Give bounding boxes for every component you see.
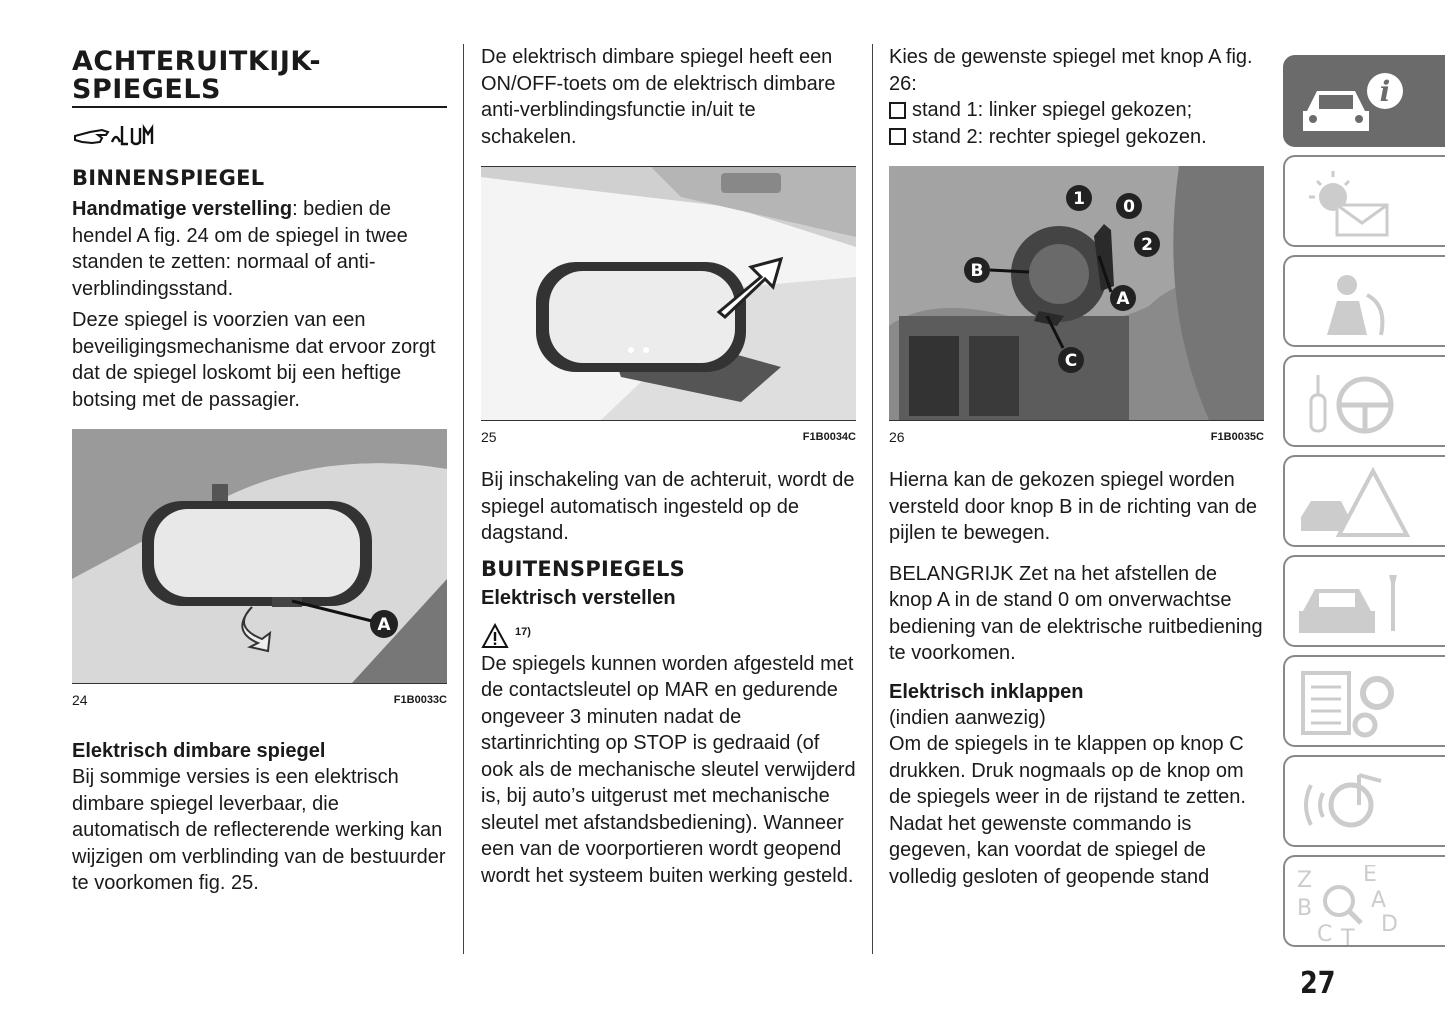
tab-multimedia[interactable] <box>1283 755 1445 847</box>
fold-title: Elektrisch inklappen <box>889 680 1084 703</box>
figure-24 <box>72 429 447 684</box>
warning-reference: 17) <box>515 625 531 638</box>
dimming-mirror-paragraph: Bij sommige versies is een elektrisch dimbare spiegel leverbaar, die automatisch de reflecterende werking kan wijzigen om verblinding van de bestuurder te voorkomen fig. 25. <box>72 766 446 894</box>
warning-note <box>481 621 856 651</box>
key-steering-wheel-icon <box>1297 365 1417 441</box>
fold-paragraph: Om de spiegels in te klappen op knop C drukken. Druk nogmaals op de knop om de spiegels weer in de rijstand te zetten. Nadat het gewenste commando is gegeven, kan voordat de spiegel de volledig gesloten of geopende stand <box>889 733 1246 888</box>
figure-label: 0 <box>1123 197 1135 217</box>
svg-text:D: D <box>1381 912 1398 937</box>
figure-label: A <box>1116 289 1130 309</box>
svg-text:T: T <box>1341 926 1355 945</box>
electric-adjust-title: Elektrisch verstellen <box>481 586 676 609</box>
column-divider <box>872 44 873 954</box>
figure-code: F1B0033C <box>393 694 447 706</box>
figure-label: 1 <box>1073 189 1085 209</box>
mirror-control-switch-photo <box>889 166 1264 420</box>
index-search-icon <box>1297 865 1417 945</box>
subsection-title: BINNENSPIEGEL <box>72 166 265 190</box>
manual-adjust-paragraph: Handmatige verstelling: bedien de hendel A fig. 24 om de spiegel in twee standen te zetten: normaal of anti-verblindingsstand. <box>72 198 408 300</box>
hand-pointing-icon <box>72 118 162 152</box>
reverse-paragraph: Bij inschakeling van de achteruit, wordt de spiegel automatisch ingesteld op de dagstand. <box>481 469 855 544</box>
select-paragraph: Kies de gewenste spiegel met knop A fig. 26: <box>889 46 1253 95</box>
figure-code: F1B0034C <box>802 431 856 443</box>
figure-number: 24 <box>72 692 88 708</box>
figure-26 <box>889 166 1264 421</box>
column-1 <box>72 44 447 897</box>
figure-caption <box>481 429 856 445</box>
figure-label: 2 <box>1141 235 1153 255</box>
svg-text:i: i <box>1379 75 1391 108</box>
tab-maintenance[interactable] <box>1283 555 1445 647</box>
warning-triangle-icon <box>481 623 509 649</box>
column-3 <box>889 44 1264 890</box>
tab-emergency[interactable] <box>1283 455 1445 547</box>
figure-label: C <box>1064 351 1078 371</box>
page-number: 27 <box>1300 966 1336 1001</box>
figure-caption <box>889 429 1264 445</box>
dimming-mirror-illustration <box>481 167 856 420</box>
section-title: ACHTERUITKIJK- SPIEGELS <box>72 48 447 108</box>
car-info-icon <box>1297 65 1417 141</box>
adjust-paragraph: De spiegels kunnen worden afgesteld met de contactsleutel op MAR en gedurende ongeveer 3 minuten nadat de startinrichting op STOP is gedraaid (of ook als de mechanische sleutel verwijderd is, bij auto’s uitgerust met mechanische sleutel met afstandsbediening). Wanneer een van de voorportieren wordt geopend wordt het systeem buiten werking gesteld. <box>481 652 856 887</box>
tab-car-info[interactable] <box>1283 55 1445 147</box>
dashboard-lights-icon <box>1297 165 1417 241</box>
fold-note: (indien aanwezig) <box>889 706 1046 729</box>
multimedia-icon <box>1297 765 1417 841</box>
rearview-mirror-illustration <box>72 429 447 683</box>
safety-paragraph: Deze spiegel is voorzien van een beveiligingsmechanisme dat ervoor zorgt dat de spiegel loskomt bij een heftige botsing met de passagier. <box>72 309 436 411</box>
tab-safety[interactable] <box>1283 255 1445 347</box>
dimming-mirror-title: Elektrisch dimbare spiegel <box>72 740 326 762</box>
svg-text:C: C <box>1317 922 1333 945</box>
column-divider <box>463 44 464 954</box>
emergency-warning-icon <box>1297 465 1417 541</box>
figure-25 <box>481 166 856 421</box>
tab-index[interactable] <box>1283 855 1445 947</box>
tab-technical-data[interactable] <box>1283 655 1445 747</box>
intro-paragraph: De elektrisch dimbare spiegel heeft een ON/OFF-toets om de elektrisch dimbare anti-verblindingsfunctie in/uit te schakelen. <box>481 46 836 148</box>
svg-text:E: E <box>1363 865 1377 887</box>
after-select-paragraph: Hierna kan de gekozen spiegel worden versteld door knop B in de richting van de pijlen te bewegen. <box>889 469 1257 544</box>
column-2 <box>481 44 856 889</box>
important-paragraph: BELANGRIJK Zet na het afstellen de knop A in de stand 0 om onverwachtse bediening van de elektrische ruitbediening te voorkomen. <box>889 562 1263 664</box>
figure-number: 25 <box>481 429 497 445</box>
car-maintenance-icon <box>1297 565 1417 641</box>
technical-data-icon <box>1297 665 1417 741</box>
list-item: stand 1: linker spiegel gekozen; <box>889 97 1264 124</box>
callout-a: A <box>377 615 391 635</box>
svg-text:B: B <box>1297 896 1313 921</box>
figure-code: F1B0035C <box>1210 431 1264 443</box>
bullet-box-icon <box>889 128 906 145</box>
airbag-safety-icon <box>1297 265 1417 341</box>
figure-caption <box>72 692 447 708</box>
subsection-title: BUITENSPIEGELS <box>481 556 686 581</box>
svg-text:A: A <box>1371 888 1387 913</box>
figure-label: B <box>970 261 984 281</box>
bullet-box-icon <box>889 102 906 119</box>
tab-starting-driving[interactable] <box>1283 355 1445 447</box>
list-item: stand 2: rechter spiegel gekozen. <box>889 124 1264 151</box>
svg-text:Z: Z <box>1297 868 1313 893</box>
figure-number: 26 <box>889 429 905 445</box>
tab-dashboard[interactable] <box>1283 155 1445 247</box>
